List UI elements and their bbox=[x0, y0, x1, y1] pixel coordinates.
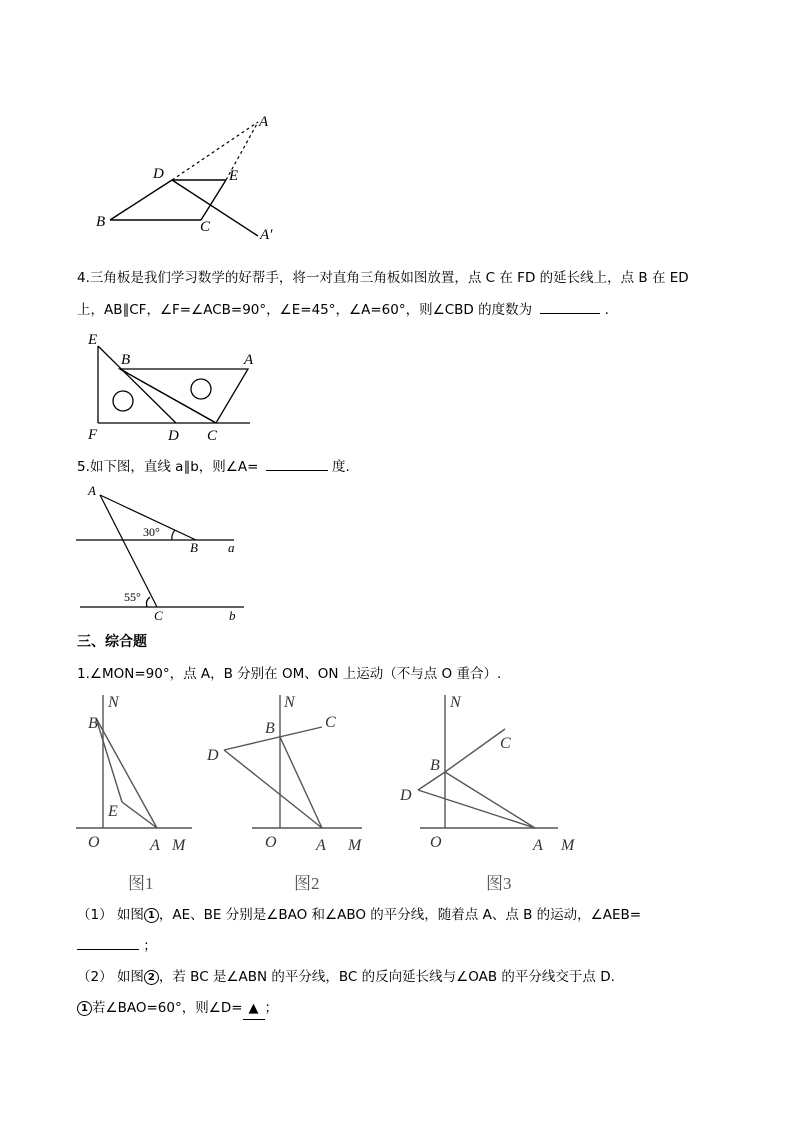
q4-line1: 4.三角板是我们学习数学的好帮手，将一对直角三角板如图放置，点 C 在 FD 的延长线上，点 B 在 ED bbox=[77, 270, 689, 286]
label-line-b: b bbox=[229, 608, 236, 623]
q1-part1-prefix: （1） 如图 bbox=[77, 907, 144, 923]
label-a: A bbox=[259, 114, 269, 130]
q5-text: 5.如下图，直线 a∥b，则∠A= bbox=[77, 459, 259, 475]
label-b-point: B bbox=[190, 540, 198, 555]
figure-q1-fig2 bbox=[200, 688, 370, 898]
q5-text-end: 度. bbox=[332, 459, 350, 475]
label-a-point: A bbox=[88, 483, 96, 498]
label-c: C bbox=[207, 428, 218, 444]
label-o: O bbox=[430, 834, 442, 851]
label-e: E bbox=[108, 803, 118, 820]
label-d: D bbox=[153, 166, 164, 182]
label-d: D bbox=[168, 428, 179, 444]
label-c-point: C bbox=[154, 608, 163, 623]
q1-part1-answer-line bbox=[77, 935, 157, 956]
label-b: B bbox=[265, 720, 275, 737]
figure-caption: 图2 bbox=[294, 874, 320, 893]
angle-c-label: 55° bbox=[124, 590, 141, 604]
label-n: N bbox=[284, 694, 295, 711]
q4-line2-text: 上，AB∥CF，∠F=∠ACB=90°，∠E=45°，∠A=60°，则∠CBD 的度数为 bbox=[77, 302, 533, 318]
q4-line2 bbox=[77, 299, 609, 320]
q5-text-line bbox=[77, 456, 350, 477]
label-m: M bbox=[348, 837, 362, 854]
label-b: B bbox=[96, 214, 106, 230]
q4-line2-end: . bbox=[604, 302, 609, 318]
label-a: A bbox=[316, 837, 326, 854]
label-b: B bbox=[430, 757, 440, 774]
label-b: B bbox=[121, 352, 131, 368]
q1-part2-text: ，若 BC 是∠ABN 的平分线，BC 的反向延长线与∠OAB 的平分线交于点 D. bbox=[158, 969, 615, 985]
q1-part1-text: ，AE、BE 分别是∠BAO 和∠ABO 的平分线，随着点 A、点 B 的运动，∠AEB= bbox=[158, 907, 642, 923]
angle-b-label: 30° bbox=[143, 525, 160, 539]
figure-q1-fig3 bbox=[390, 688, 590, 898]
q5-answer-blank[interactable] bbox=[266, 456, 328, 471]
q4-answer-blank[interactable] bbox=[540, 299, 600, 314]
q1-sub1-end: ； bbox=[264, 1000, 279, 1016]
label-line-a: a bbox=[228, 540, 235, 555]
q1-part1-end: ； bbox=[143, 938, 157, 954]
label-a: A bbox=[150, 837, 160, 854]
label-m: M bbox=[561, 837, 575, 854]
circled-number: 1 bbox=[144, 908, 159, 923]
section-title: 三、综合题 bbox=[77, 634, 147, 650]
label-m: M bbox=[172, 837, 186, 854]
label-e: E bbox=[229, 168, 239, 184]
q1-part1-answer-blank[interactable] bbox=[77, 935, 139, 950]
label-c: C bbox=[325, 714, 336, 731]
label-d: D bbox=[400, 787, 412, 804]
label-o: O bbox=[265, 834, 277, 851]
label-n: N bbox=[450, 694, 461, 711]
q1-sub1-text: 若∠BAO=60°，则∠D= bbox=[92, 1000, 243, 1016]
label-e: E bbox=[88, 332, 98, 348]
label-a: A bbox=[533, 837, 543, 854]
label-c: C bbox=[500, 735, 511, 752]
label-f: F bbox=[88, 427, 98, 443]
label-o: O bbox=[88, 834, 100, 851]
figure-q4-triangles bbox=[80, 330, 260, 445]
label-b: B bbox=[88, 715, 98, 732]
circled-number: 2 bbox=[144, 970, 159, 985]
circled-number: 1 bbox=[77, 1001, 92, 1016]
figure-caption: 图3 bbox=[486, 874, 512, 893]
label-a-prime: A′ bbox=[260, 227, 273, 243]
figure-q5-parallel-lines bbox=[70, 483, 260, 623]
q1-part2-prefix: （2） 如图 bbox=[77, 969, 144, 985]
label-a: A bbox=[244, 352, 254, 368]
q1-sub1-answer[interactable]: ▲ bbox=[243, 999, 265, 1020]
figure-caption: 图1 bbox=[128, 874, 154, 893]
label-n: N bbox=[108, 694, 119, 711]
q1-sub1-line bbox=[77, 998, 278, 1020]
q1-part1-line bbox=[77, 905, 641, 925]
label-c: C bbox=[200, 219, 211, 235]
figure-q1-fig1 bbox=[72, 688, 197, 898]
figure-top-parallelogram bbox=[90, 110, 290, 245]
q1-part2-line bbox=[77, 967, 615, 987]
q1-text: 1.∠MON=90°，点 A，B 分别在 OM、ON 上运动（不与点 O 重合）. bbox=[77, 666, 502, 682]
label-d: D bbox=[207, 747, 219, 764]
